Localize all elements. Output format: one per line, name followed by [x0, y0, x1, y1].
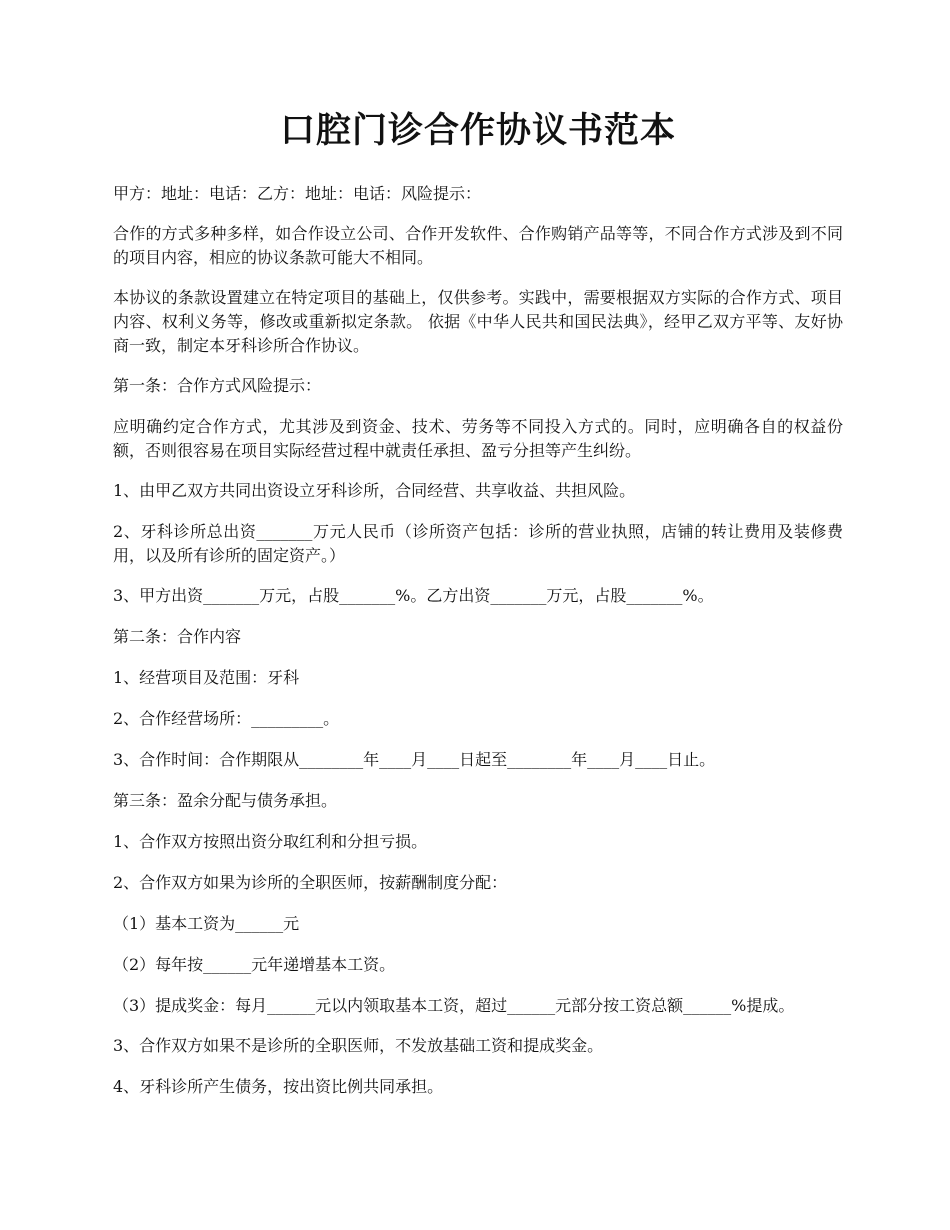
party-info: 甲方：地址：电话：乙方：地址：电话：风险提示：: [113, 184, 482, 203]
clause-2-3: 3、合作时间：合作期限从________年____月____日起至________年____月____日止。: [113, 750, 716, 769]
clause-1-3: 3、甲方出资_______万元，占股_______%。乙方出资_______万元，占股_______%。: [113, 586, 714, 605]
clause-1-2: 2、牙科诊所总出资_______万元人民币（诊所资产包括：诊所的营业执照，店铺的转让费用及装修费用，以及所有诊所的固定资产。）: [113, 522, 843, 565]
article-2-heading: 第二条：合作内容: [113, 627, 242, 646]
paragraph-risk-note: 应明确约定合作方式，尤其涉及到资金、技术、劳务等不同投入方式的。同时，应明确各自的权益份额，否则很容易在项目实际经营过程中就责任承担、盈亏分担等产生纠纷。: [113, 417, 843, 460]
clause-3-1: 1、合作双方按照出资分取红利和分担亏损。: [113, 832, 428, 851]
paragraph-basis: 本协议的条款设置建立在特定项目的基础上，仅供参考。实践中，需要根据双方实际的合作方式、项目内容、权利义务等，修改或重新拟定条款。 依据《中华人民共和国民法典》，经甲乙双方平等、友好协商一致，制定本牙科诊所合作协议。: [113, 288, 843, 355]
clause-3-2: 2、合作双方如果为诊所的全职医师，按薪酬制度分配：: [113, 873, 508, 892]
clause-2-2: 2、合作经营场所：_________。: [113, 709, 340, 728]
document-page: [113, 110, 843, 1116]
clause-3-2-1: （1）基本工资为______元: [113, 914, 300, 933]
clause-1-1: 1、由甲乙双方共同出资设立牙科诊所，合同经营、共享收益、共担风险。: [113, 481, 636, 500]
clause-3-2-3: （3）提成奖金：每月______元以内领取基本工资，超过______元部分按工资总额______%提成。: [113, 996, 795, 1015]
document-title: 口腔门诊合作协议书范本: [279, 110, 676, 151]
clause-3-3: 3、合作双方如果不是诊所的全职医师，不发放基础工资和提成奖金。: [113, 1036, 604, 1055]
clause-3-4: 4、牙科诊所产生债务，按出资比例共同承担。: [113, 1077, 444, 1096]
article-1-heading: 第一条：合作方式风险提示：: [113, 376, 322, 395]
clause-2-1: 1、经营项目及范围：牙科: [113, 668, 300, 687]
paragraph-cooperation-types: 合作的方式多种多样，如合作设立公司、合作开发软件、合作购销产品等等，不同合作方式涉及到不同的项目内容，相应的协议条款可能大不相同。: [113, 224, 843, 267]
article-3-heading: 第三条：盈余分配与债务承担。: [113, 791, 338, 810]
clause-3-2-2: （2）每年按______元年递增基本工资。: [113, 955, 396, 974]
